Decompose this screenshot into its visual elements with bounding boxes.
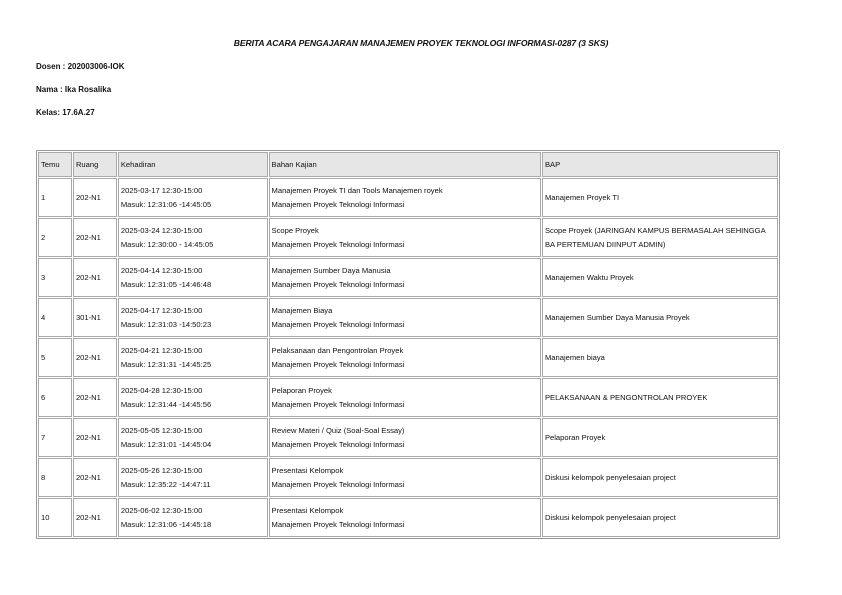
cell-bap <box>542 338 778 377</box>
cell-bahan-kajian <box>269 458 541 497</box>
cell-ruang <box>73 218 117 257</box>
bahan-course: Manajemen Proyek Teknologi Informasi <box>271 519 405 529</box>
bap-value: Pelaporan Proyek <box>544 432 606 442</box>
cell-ruang <box>73 378 117 417</box>
bap-value: Scope Proyek (JARINGAN KAMPUS BERMASALAH SEHINGGA BA PERTEMUAN DIINPUT ADMIN) <box>544 225 766 249</box>
masuk-value: Masuk: 12:31:44 -14:45:56 <box>120 399 212 409</box>
temu-value: 1 <box>41 192 46 202</box>
temu-value: 5 <box>41 352 46 362</box>
cell-temu <box>38 218 72 257</box>
temu-value: 2 <box>41 232 46 242</box>
ruang-value: 202-N1 <box>75 432 101 442</box>
table-row <box>38 418 778 457</box>
cell-temu <box>38 178 72 217</box>
cell-temu <box>38 418 72 457</box>
nama-value: Ika Rosalika <box>64 85 112 94</box>
bahan-topic: Pelaporan Proyek <box>271 385 332 395</box>
cell-kehadiran <box>118 498 268 537</box>
cell-ruang <box>73 458 117 497</box>
cell-ruang <box>73 498 117 537</box>
temu-value: 10 <box>41 512 50 522</box>
kelas-line <box>36 108 95 117</box>
dosen-value: 202003006-IOK <box>67 62 125 71</box>
bahan-course: Manajemen Proyek Teknologi Informasi <box>271 239 405 249</box>
ruang-value: 202-N1 <box>75 192 101 202</box>
table-row <box>38 298 778 337</box>
cell-temu <box>38 338 72 377</box>
cell-kehadiran <box>118 258 268 297</box>
cell-bahan-kajian <box>269 378 541 417</box>
cell-temu <box>38 378 72 417</box>
header-bahan-kajian: Bahan Kajian <box>269 152 541 177</box>
ruang-value: 301-N1 <box>75 312 101 322</box>
jadwal-value: 2025-05-05 12:30-15:00 <box>120 425 203 435</box>
ruang-value: 202-N1 <box>75 352 101 362</box>
bahan-topic: Scope Proyek <box>271 225 319 235</box>
cell-kehadiran <box>118 298 268 337</box>
cell-bahan-kajian <box>269 298 541 337</box>
bahan-course: Manajemen Proyek Teknologi Informasi <box>271 359 405 369</box>
masuk-value: Masuk: 12:31:03 -14:50:23 <box>120 319 212 329</box>
nama-line <box>36 85 111 94</box>
bap-value: Diskusi kelompok penyelesaian project <box>544 512 676 522</box>
kelas-label: Kelas: <box>36 108 63 117</box>
cell-temu <box>38 298 72 337</box>
bap-value: Manajemen Sumber Daya Manusia Proyek <box>544 312 690 322</box>
table-row <box>38 178 778 217</box>
cell-ruang <box>73 338 117 377</box>
ruang-value: 202-N1 <box>75 392 101 402</box>
bahan-topic: Review Materi / Quiz (Soal-Soal Essay) <box>271 425 405 435</box>
cell-bap <box>542 298 778 337</box>
bahan-course: Manajemen Proyek Teknologi Informasi <box>271 319 405 329</box>
bahan-course: Manajemen Proyek Teknologi Informasi <box>271 439 405 449</box>
bahan-course: Manajemen Proyek Teknologi Informasi <box>271 479 405 489</box>
bahan-course: Manajemen Proyek Teknologi Informasi <box>271 199 405 209</box>
cell-bap <box>542 498 778 537</box>
kelas-value: 17.6A.27 <box>62 108 95 117</box>
cell-bap <box>542 218 778 257</box>
header-kehadiran: Kehadiran <box>118 152 268 177</box>
jadwal-value: 2025-04-28 12:30-15:00 <box>120 385 203 395</box>
table-row <box>38 338 778 377</box>
cell-kehadiran <box>118 218 268 257</box>
nama-label: Nama : <box>36 85 65 94</box>
cell-bahan-kajian <box>269 258 541 297</box>
ruang-value: 202-N1 <box>75 232 101 242</box>
cell-bap <box>542 178 778 217</box>
masuk-value: Masuk: 12:31:01 -14:45:04 <box>120 439 212 449</box>
bahan-course: Manajemen Proyek Teknologi Informasi <box>271 279 405 289</box>
masuk-value: Masuk: 12:35:22 -14:47:11 <box>120 479 211 489</box>
masuk-value: Masuk: 12:31:06 -14:45:05 <box>120 199 212 209</box>
masuk-value: Masuk: 12:31:05 -14:46:48 <box>120 279 212 289</box>
document-title: BERITA ACARA PENGAJARAN MANAJEMEN PROYEK TEKNOLOGI INFORMASI-0287 (3 SKS) <box>233 38 609 48</box>
bap-value: Diskusi kelompok penyelesaian project <box>544 472 676 482</box>
table-row <box>38 218 778 257</box>
jadwal-value: 2025-06-02 12:30-15:00 <box>120 505 203 515</box>
cell-kehadiran <box>118 378 268 417</box>
cell-bahan-kajian <box>269 418 541 457</box>
cell-temu <box>38 498 72 537</box>
bahan-topic: Manajemen Sumber Daya Manusia <box>271 265 391 275</box>
jadwal-value: 2025-03-24 12:30-15:00 <box>120 225 203 235</box>
jadwal-value: 2025-04-14 12:30-15:00 <box>120 265 203 275</box>
cell-kehadiran <box>118 458 268 497</box>
cell-kehadiran <box>118 418 268 457</box>
jadwal-value: 2025-04-21 12:30-15:00 <box>120 345 203 355</box>
jadwal-value: 2025-05-26 12:30-15:00 <box>120 465 203 475</box>
cell-temu <box>38 458 72 497</box>
dosen-label: Dosen : <box>36 62 68 71</box>
table-row <box>38 378 778 417</box>
temu-value: 6 <box>41 392 46 402</box>
table-row <box>38 498 778 537</box>
masuk-value: Masuk: 12:31:31 -14:45:25 <box>120 359 212 369</box>
cell-bahan-kajian <box>269 498 541 537</box>
cell-bap <box>542 258 778 297</box>
temu-value: 7 <box>41 432 46 442</box>
table-body <box>38 178 778 537</box>
dosen-line <box>36 62 125 71</box>
cell-ruang <box>73 418 117 457</box>
temu-value: 8 <box>41 472 46 482</box>
bahan-course: Manajemen Proyek Teknologi Informasi <box>271 399 405 409</box>
ruang-value: 202-N1 <box>75 272 101 282</box>
bahan-topic: Manajemen Biaya <box>271 305 333 315</box>
table-row <box>38 458 778 497</box>
bap-value: Manajemen biaya <box>544 352 605 362</box>
bap-value: PELAKSANAAN & PENGONTROLAN PROYEK <box>544 392 708 402</box>
header-bap: BAP <box>542 152 778 177</box>
header-temu: Temu <box>38 152 72 177</box>
cell-kehadiran <box>118 338 268 377</box>
masuk-value: Masuk: 12:31:06 -14:45:18 <box>120 519 212 529</box>
cell-bap <box>542 418 778 457</box>
temu-value: 4 <box>41 312 46 322</box>
bap-value: Manajemen Waktu Proyek <box>544 272 634 282</box>
cell-ruang <box>73 258 117 297</box>
table-header-row <box>38 152 778 177</box>
temu-value: 3 <box>41 272 46 282</box>
cell-bap <box>542 378 778 417</box>
cell-temu <box>38 258 72 297</box>
cell-bahan-kajian <box>269 338 541 377</box>
bap-value: Manajemen Proyek TI <box>544 192 620 202</box>
ruang-value: 202-N1 <box>75 512 101 522</box>
cell-ruang <box>73 298 117 337</box>
masuk-value: Masuk: 12:30:00 - 14:45:05 <box>120 239 214 249</box>
cell-bahan-kajian <box>269 178 541 217</box>
cell-ruang <box>73 178 117 217</box>
table-row <box>38 258 778 297</box>
header-ruang: Ruang <box>73 152 117 177</box>
cell-kehadiran <box>118 178 268 217</box>
bahan-topic: Pelaksanaan dan Pengontrolan Proyek <box>271 345 404 355</box>
attendance-table <box>36 150 780 539</box>
cell-bahan-kajian <box>269 218 541 257</box>
bahan-topic: Presentasi Kelompok <box>271 465 344 475</box>
bahan-topic: Manajemen Proyek TI dan Tools Manajemen royek <box>271 185 443 195</box>
ruang-value: 202-N1 <box>75 472 101 482</box>
cell-bap <box>542 458 778 497</box>
jadwal-value: 2025-04-17 12:30-15:00 <box>120 305 203 315</box>
jadwal-value: 2025-03-17 12:30-15:00 <box>120 185 203 195</box>
bahan-topic: Presentasi Kelompok <box>271 505 344 515</box>
